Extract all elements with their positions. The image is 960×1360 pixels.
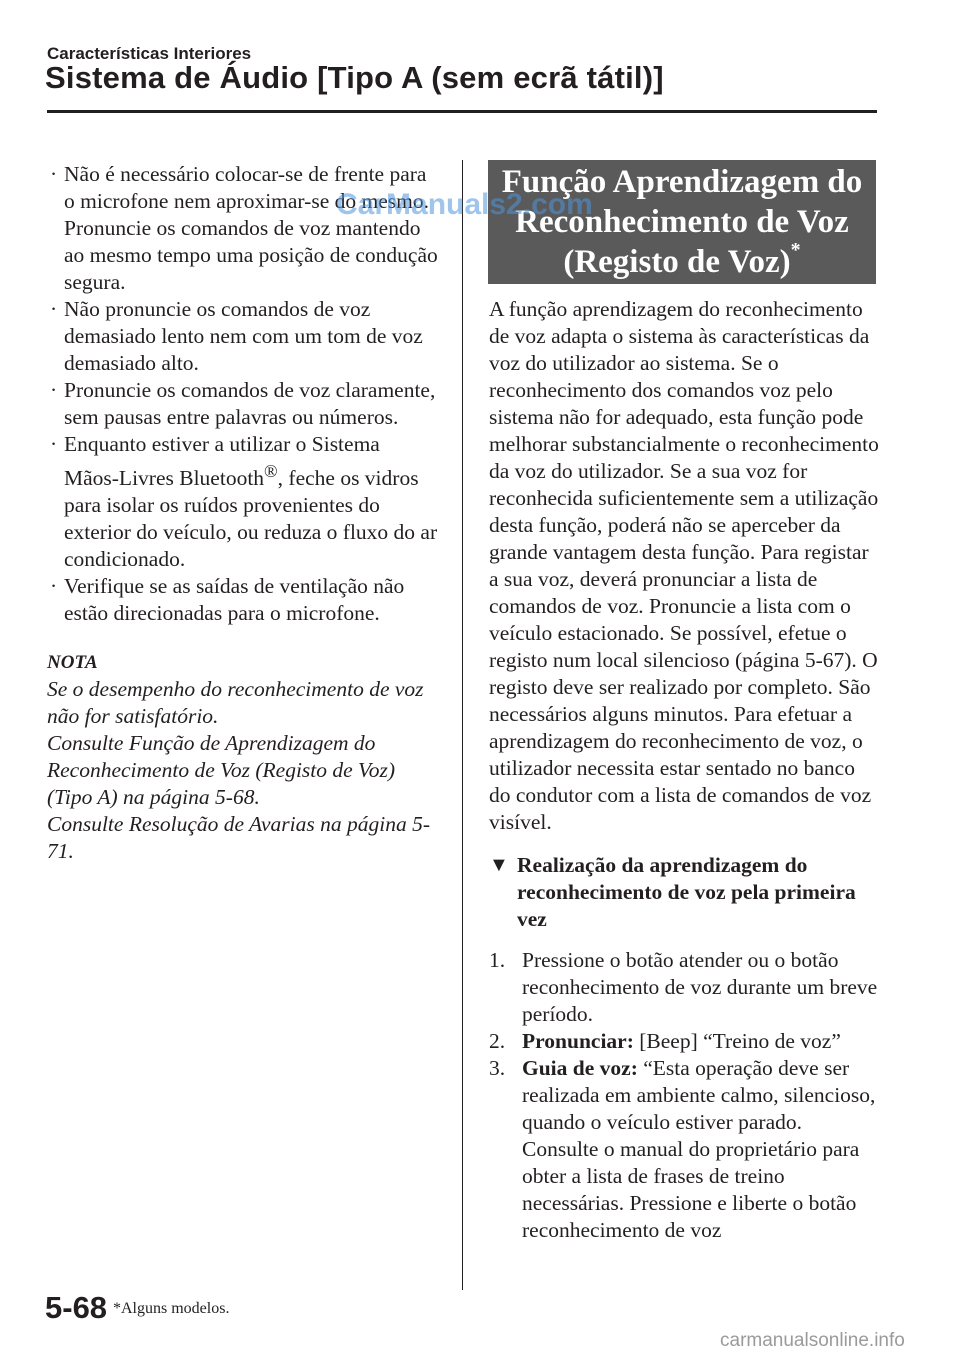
header-rule [47,110,877,113]
bullet-text [64,432,437,571]
bullet-dot: · [50,162,58,186]
bullet-item [47,573,439,627]
step-label: Pronunciar: [522,1029,634,1053]
step-text: “Esta operação deve ser realizada em ambiente calmo, silencioso, quando o veículo estiver parado. Consulte o manual do proprietário para obter a lista de frases de treino necessárias. Pressione e liberte o botão reconhecimento de voz [522,1056,876,1242]
step-item [489,1055,881,1244]
bullet-item [47,296,439,377]
column-divider [462,160,463,1290]
step-text: Pressione o botão atender ou o botão reconhecimento de voz durante um breve período. [522,948,878,1026]
triangle-down-icon: ▼ [489,854,509,876]
right-column [489,296,881,1244]
step-item [489,947,881,1028]
bullet-item [47,161,439,296]
bullet-dot: · [50,297,58,321]
page-number: 5-68 [45,1290,108,1325]
footer-watermark: carmanualsonline.info [720,1330,905,1351]
note-line: Consulte Resolução de Avarias na página 5-71. [47,812,430,864]
bullet-text-part: , feche os vidros para isolar os ruídos provenientes do exterior do veículo, ou reduza o fluxo do ar condicionado. [64,466,438,572]
section-title-line [488,239,876,282]
left-column [47,161,439,865]
watermark: CarManuals2.com [336,188,593,221]
section-title-line: Reconhecimento de Voz [515,204,849,240]
bullet-text: Não é necessário colocar-se de frente para o microfone nem aproximar-se do mesmo. Pronuncie os comandos de voz mantendo ao mesmo tempo uma posição de condução segura. [64,162,438,294]
bullet-dot: · [50,432,58,456]
intro-paragraph: A função aprendizagem do reconhecimento de voz adapta o sistema às características da voz do utilizador ao sistema. Se o reconhecimento dos comandos voz pelo sistema não for adequado, esta função pode melhorar substancialmente o reconhecimento da voz do utilizador. Se a sua voz for reconhecida suficientemente sem a utilização desta função, poderá não se aperceber da grande vantagem desta função. Para registar a sua voz, deverá pronunciar a lista de comandos de voz. Pronuncie a lista com o veículo estacionado. Se possível, efetue o registo num local silencioso (página 5-67). O registo deve ser realizado por completo. São necessários alguns minutos. Para efetuar a aprendizagem do reconhecimento de voz, o utilizador necessita estar sentado no banco do condutor com a lista de comandos de voz visível. [489,297,879,834]
section-title-box [488,160,876,284]
note-line: Se o desempenho do reconhecimento de voz não for satisfatório. [47,677,424,729]
note-line: Consulte Função de Aprendizagem do Reconhecimento de Voz (Registo de Voz) (Tipo A) na página 5-68. [47,731,396,810]
bullet-text: Não pronuncie os comandos de voz demasiado lento nem com um tom de voz demasiado alto. [64,297,423,375]
footnote: *Alguns modelos. [113,1300,230,1317]
subheading-text: Realização da aprendizagem do reconhecimento de voz pela primeira vez [517,853,856,931]
subheading [489,852,881,933]
footnote-mark: * [790,239,801,261]
step-item [489,1028,881,1055]
bullet-dot: · [50,378,58,402]
bullet-item [47,431,439,573]
steps-list [489,947,881,1244]
step-number: 3. [489,1056,506,1080]
step-label: Guia de voz: [522,1056,638,1080]
bullet-dot: · [50,574,58,599]
step-number: 2. [489,1029,506,1053]
page-title: Sistema de Áudio [Tipo A (sem ecrã tátil)] [45,60,664,95]
section-title-text: (Registo de Voz) [563,244,791,280]
bullet-item [47,377,439,431]
bullet-text: Pronuncie os comandos de voz claramente, sem pausas entre palavras ou números. [64,378,436,429]
registered-mark: ® [264,461,278,481]
bullet-text-part: Enquanto estiver a utilizar o Sistema Mãos-Livres Bluetooth [64,432,380,491]
step-number: 1. [489,948,506,972]
section-title-line: Função Aprendizagem do [501,164,863,200]
note-title: NOTA [47,652,98,674]
step-text: [Beep] “Treino de voz” [633,1029,841,1053]
section-label: Características Interiores [47,44,252,63]
bullet-text: Verifique se as saídas de ventilação não estão direcionadas para o microfone. [64,574,405,626]
